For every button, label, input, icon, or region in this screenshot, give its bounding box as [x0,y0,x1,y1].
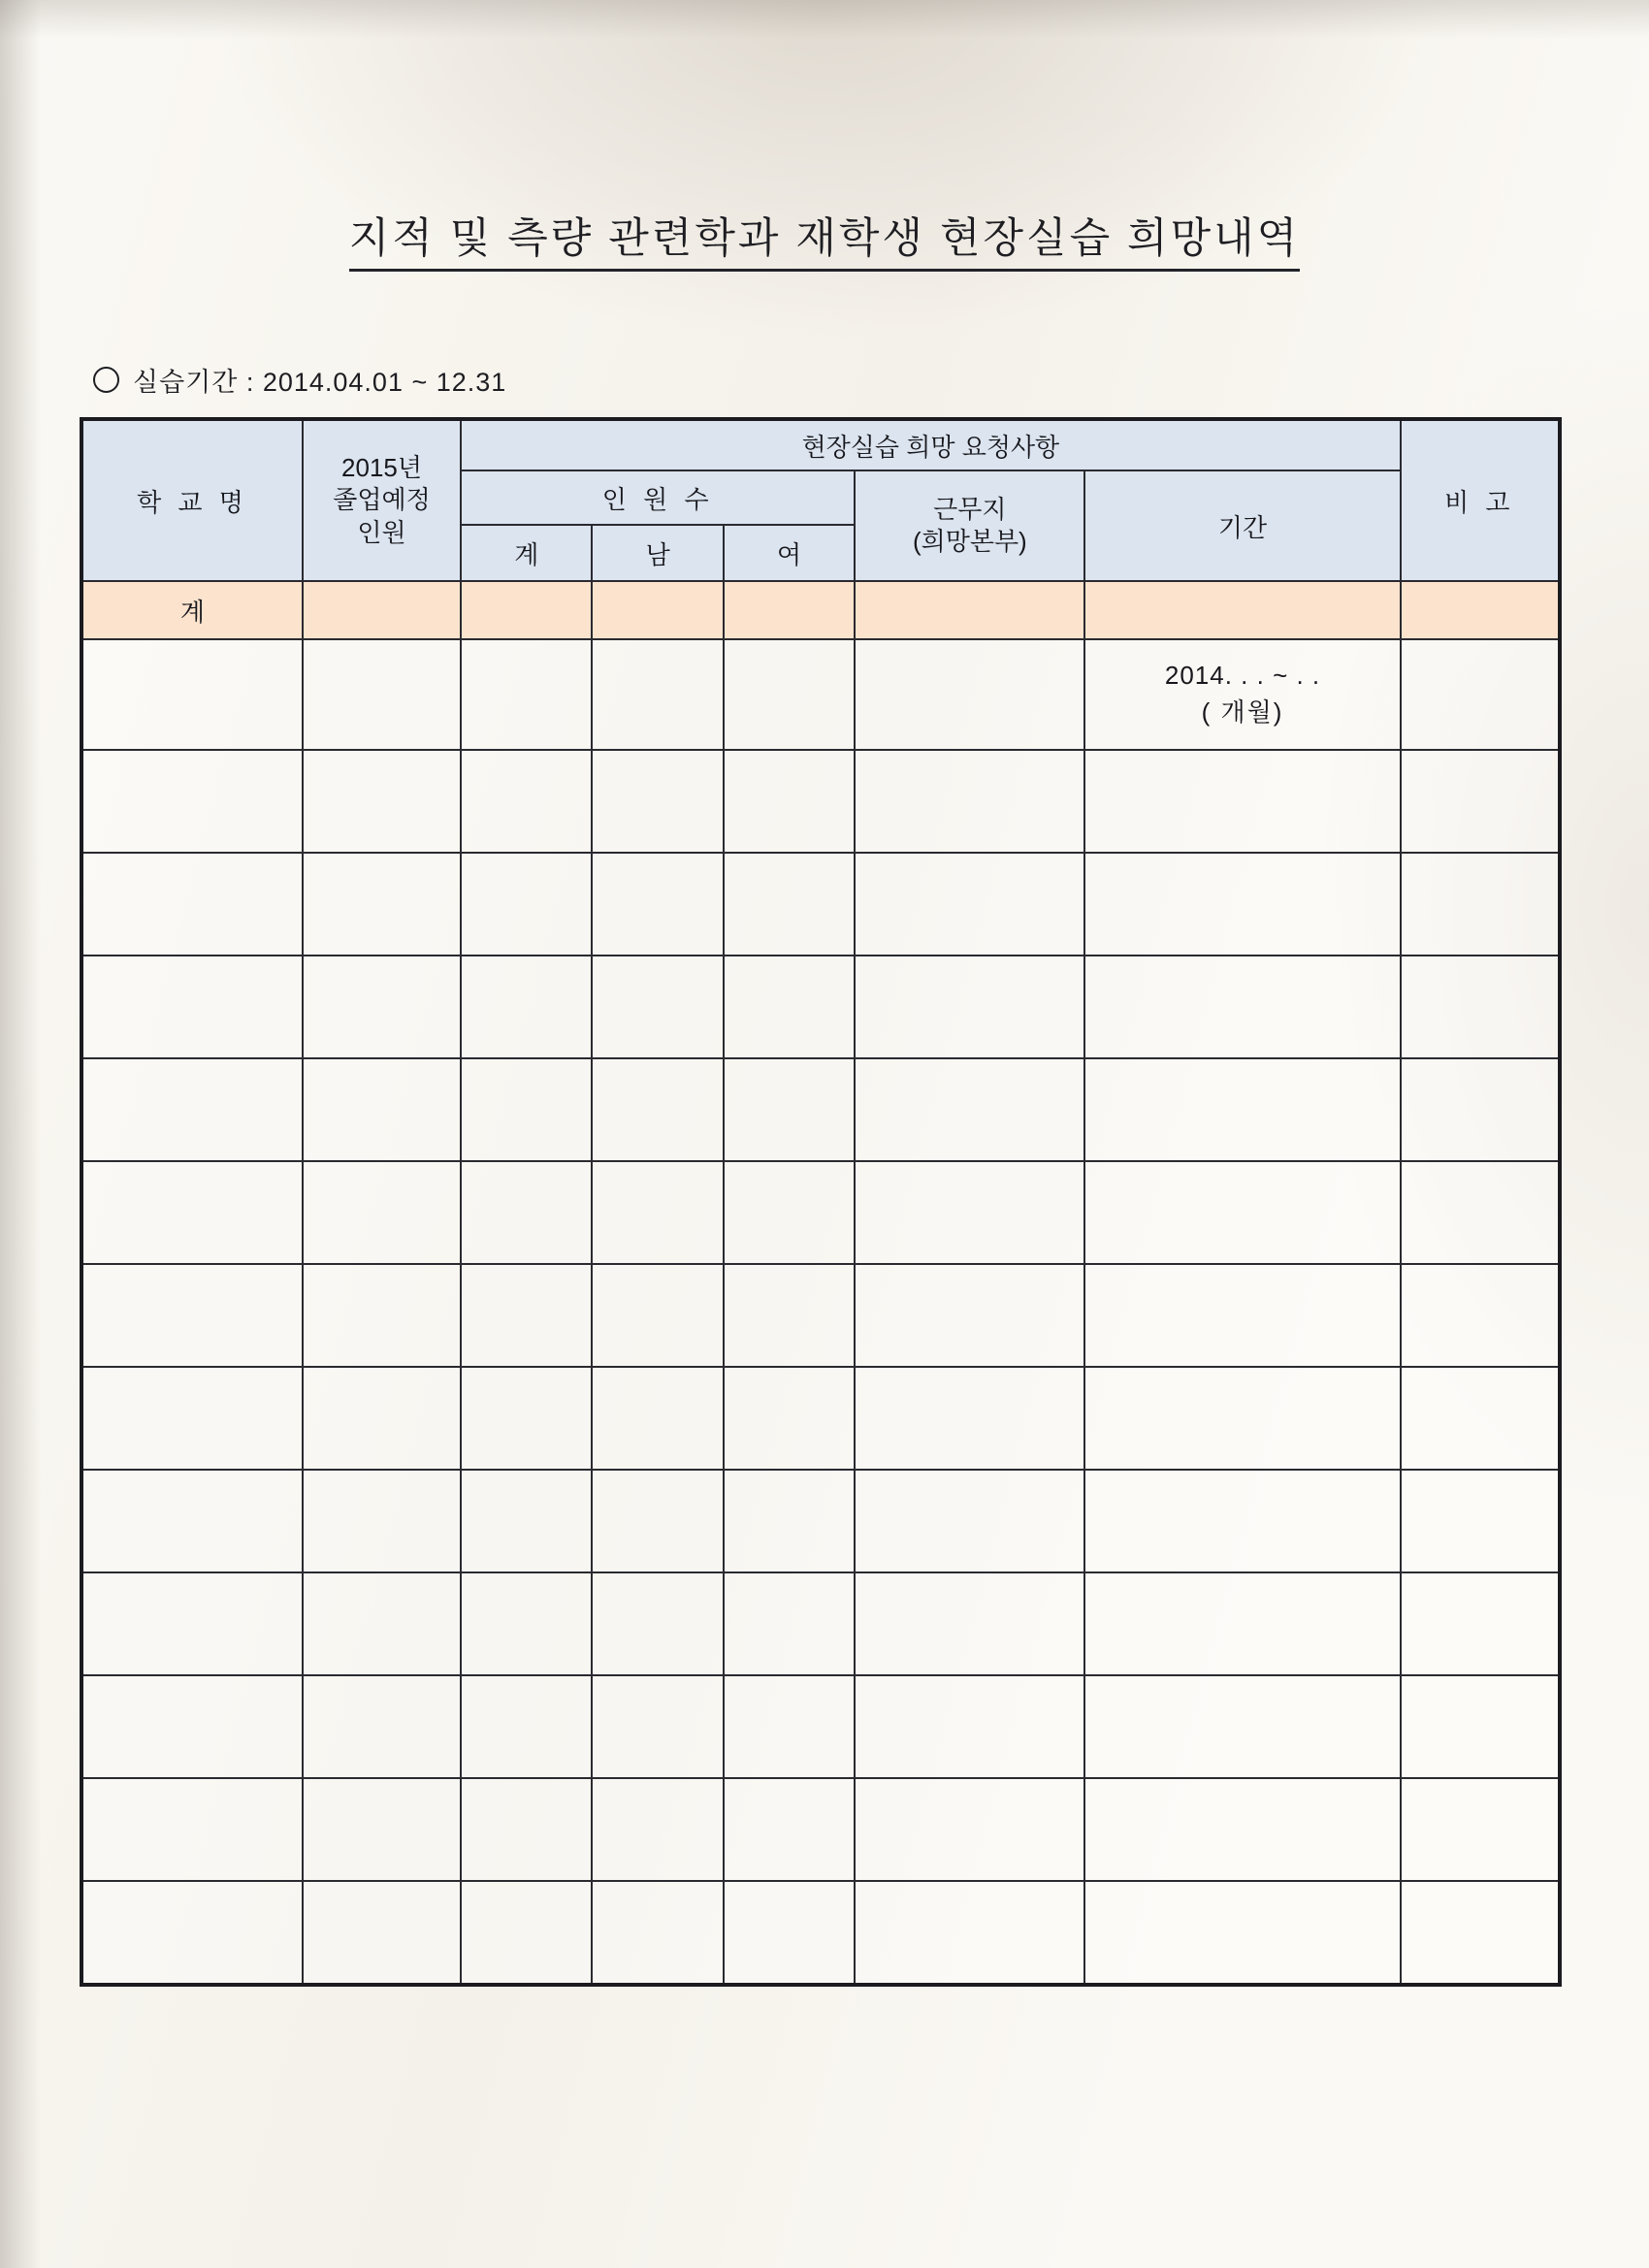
practice-request-table [80,417,1562,1987]
row-total[interactable] [461,1367,592,1470]
row-duration[interactable] [1084,1881,1400,1985]
period-line [93,361,506,399]
table-row [81,639,1560,750]
sum-row-duration[interactable] [1084,581,1400,639]
row-worksite[interactable] [855,1367,1084,1470]
header-school-name: 학 교 명 [81,419,303,581]
page-title [0,206,1649,265]
header-request-group: 현장실습 희망 요청사항 [461,419,1401,470]
header-grad-expected-line2: 졸업예정 [333,485,431,515]
header-duration: 기간 [1084,470,1400,581]
row-worksite[interactable] [855,853,1084,956]
row-school-name[interactable] [81,956,303,1058]
row-female[interactable] [724,639,855,750]
row-school-name[interactable] [81,1675,303,1778]
row-male[interactable] [592,956,723,1058]
row-school-name[interactable] [81,1572,303,1675]
table-row [81,1264,1560,1367]
row-total[interactable] [461,853,592,956]
row-school-name[interactable] [81,750,303,853]
header-headcount-male: 남 [592,525,723,581]
row-female[interactable] [724,1470,855,1572]
row-worksite[interactable] [855,750,1084,853]
table-row [81,956,1560,1058]
row-total[interactable] [461,1161,592,1264]
row-worksite[interactable] [855,1881,1084,1985]
row-duration[interactable] [1084,1572,1400,1675]
row-worksite[interactable] [855,1058,1084,1161]
row-remarks[interactable] [1401,1881,1560,1985]
row-remarks[interactable] [1401,956,1560,1058]
page-title-text: 지적 및 측량 관련학과 재학생 현장실습 희망내역 [349,215,1300,272]
row-worksite[interactable] [855,1161,1084,1264]
row-grad-expected[interactable] [303,1675,461,1778]
row-male[interactable] [592,1058,723,1161]
row-duration[interactable] [1084,1264,1400,1367]
row-grad-expected[interactable] [303,1058,461,1161]
row-duration-line1: 2014. . . ~ . . [1164,661,1321,691]
row-grad-expected[interactable] [303,1470,461,1572]
row-female[interactable] [724,1264,855,1367]
table-row [81,1470,1560,1572]
row-male[interactable] [592,1675,723,1778]
row-male[interactable] [592,1572,723,1675]
row-female[interactable] [724,1881,855,1985]
row-total[interactable] [461,639,592,750]
row-remarks[interactable] [1401,1470,1560,1572]
row-female[interactable] [724,1161,855,1264]
row-female[interactable] [724,750,855,853]
header-worksite-line2: (희망본부) [912,527,1027,556]
sum-row-male[interactable] [592,581,723,639]
table-header-row-1 [81,419,1560,470]
row-total[interactable] [461,956,592,1058]
row-duration[interactable] [1084,1161,1400,1264]
row-worksite[interactable] [855,1264,1084,1367]
row-female[interactable] [724,1778,855,1881]
period-label: 실습기간 : 2014.04.01 ~ 12.31 [133,368,507,397]
table-row [81,1058,1560,1161]
row-grad-expected[interactable] [303,1572,461,1675]
table-row [81,1572,1560,1675]
row-female[interactable] [724,956,855,1058]
row-male[interactable] [592,639,723,750]
header-grad-expected [303,419,461,581]
row-female[interactable] [724,1367,855,1470]
table-row [81,1161,1560,1264]
row-total[interactable] [461,1264,592,1367]
sum-row-worksite[interactable] [855,581,1084,639]
row-school-name[interactable] [81,1881,303,1985]
row-duration[interactable] [1084,639,1400,750]
sum-row-total[interactable] [461,581,592,639]
row-male[interactable] [592,1778,723,1881]
row-remarks[interactable] [1401,1161,1560,1264]
row-worksite[interactable] [855,1572,1084,1675]
header-headcount-female: 여 [724,525,855,581]
row-school-name[interactable] [81,1058,303,1161]
row-female[interactable] [724,1675,855,1778]
header-remarks: 비 고 [1401,419,1560,581]
row-total[interactable] [461,1881,592,1985]
row-worksite[interactable] [855,1778,1084,1881]
row-male[interactable] [592,853,723,956]
row-worksite[interactable] [855,956,1084,1058]
table-row [81,1367,1560,1470]
row-school-name[interactable] [81,1778,303,1881]
sum-row-female[interactable] [724,581,855,639]
row-remarks[interactable] [1401,639,1560,750]
row-worksite[interactable] [855,639,1084,750]
circle-bullet-icon [93,367,119,393]
row-duration[interactable] [1084,1470,1400,1572]
row-remarks[interactable] [1401,750,1560,853]
row-duration[interactable] [1084,750,1400,853]
row-duration[interactable] [1084,1675,1400,1778]
row-remarks[interactable] [1401,1264,1560,1367]
row-grad-expected[interactable] [303,639,461,750]
row-duration[interactable] [1084,1367,1400,1470]
row-duration[interactable] [1084,956,1400,1058]
row-total[interactable] [461,1470,592,1572]
header-grad-expected-line3: 인원 [357,517,406,547]
row-duration-line2: ( 개월) [1201,697,1284,727]
row-grad-expected[interactable] [303,853,461,956]
sum-row-label: 계 [81,581,303,639]
table-row [81,1675,1560,1778]
row-grad-expected[interactable] [303,1778,461,1881]
row-school-name[interactable] [81,853,303,956]
row-duration[interactable] [1084,1778,1400,1881]
row-total[interactable] [461,1778,592,1881]
row-remarks[interactable] [1401,1058,1560,1161]
row-male[interactable] [592,750,723,853]
row-remarks[interactable] [1401,1572,1560,1675]
row-male[interactable] [592,1881,723,1985]
row-female[interactable] [724,1058,855,1161]
table-row [81,1881,1560,1985]
header-grad-expected-line1: 2015년 [341,453,423,483]
row-female[interactable] [724,853,855,956]
header-headcount-total: 계 [461,525,592,581]
row-female[interactable] [724,1572,855,1675]
row-school-name[interactable] [81,1264,303,1367]
row-remarks[interactable] [1401,1367,1560,1470]
row-total[interactable] [461,1675,592,1778]
row-duration[interactable] [1084,853,1400,956]
table-row [81,1778,1560,1881]
row-male[interactable] [592,1367,723,1470]
table-sum-row [81,581,1560,639]
row-remarks[interactable] [1401,1675,1560,1778]
row-grad-expected[interactable] [303,1264,461,1367]
row-remarks[interactable] [1401,853,1560,956]
row-worksite[interactable] [855,1470,1084,1572]
row-school-name[interactable] [81,639,303,750]
header-worksite-line1: 근무지 [933,494,1007,524]
row-grad-expected[interactable] [303,1161,461,1264]
row-school-name[interactable] [81,1367,303,1470]
row-male[interactable] [592,1264,723,1367]
row-male[interactable] [592,1161,723,1264]
row-grad-expected[interactable] [303,956,461,1058]
sum-row-grad-expected[interactable] [303,581,461,639]
row-remarks[interactable] [1401,1778,1560,1881]
row-total[interactable] [461,750,592,853]
row-duration[interactable] [1084,1058,1400,1161]
table-row [81,750,1560,853]
row-grad-expected[interactable] [303,750,461,853]
header-headcount: 인 원 수 [461,470,855,525]
header-worksite [855,470,1084,581]
row-total[interactable] [461,1572,592,1675]
row-school-name[interactable] [81,1161,303,1264]
row-male[interactable] [592,1470,723,1572]
sum-row-remarks[interactable] [1401,581,1560,639]
table-row [81,853,1560,956]
row-worksite[interactable] [855,1675,1084,1778]
row-school-name[interactable] [81,1470,303,1572]
row-grad-expected[interactable] [303,1881,461,1985]
row-total[interactable] [461,1058,592,1161]
row-grad-expected[interactable] [303,1367,461,1470]
